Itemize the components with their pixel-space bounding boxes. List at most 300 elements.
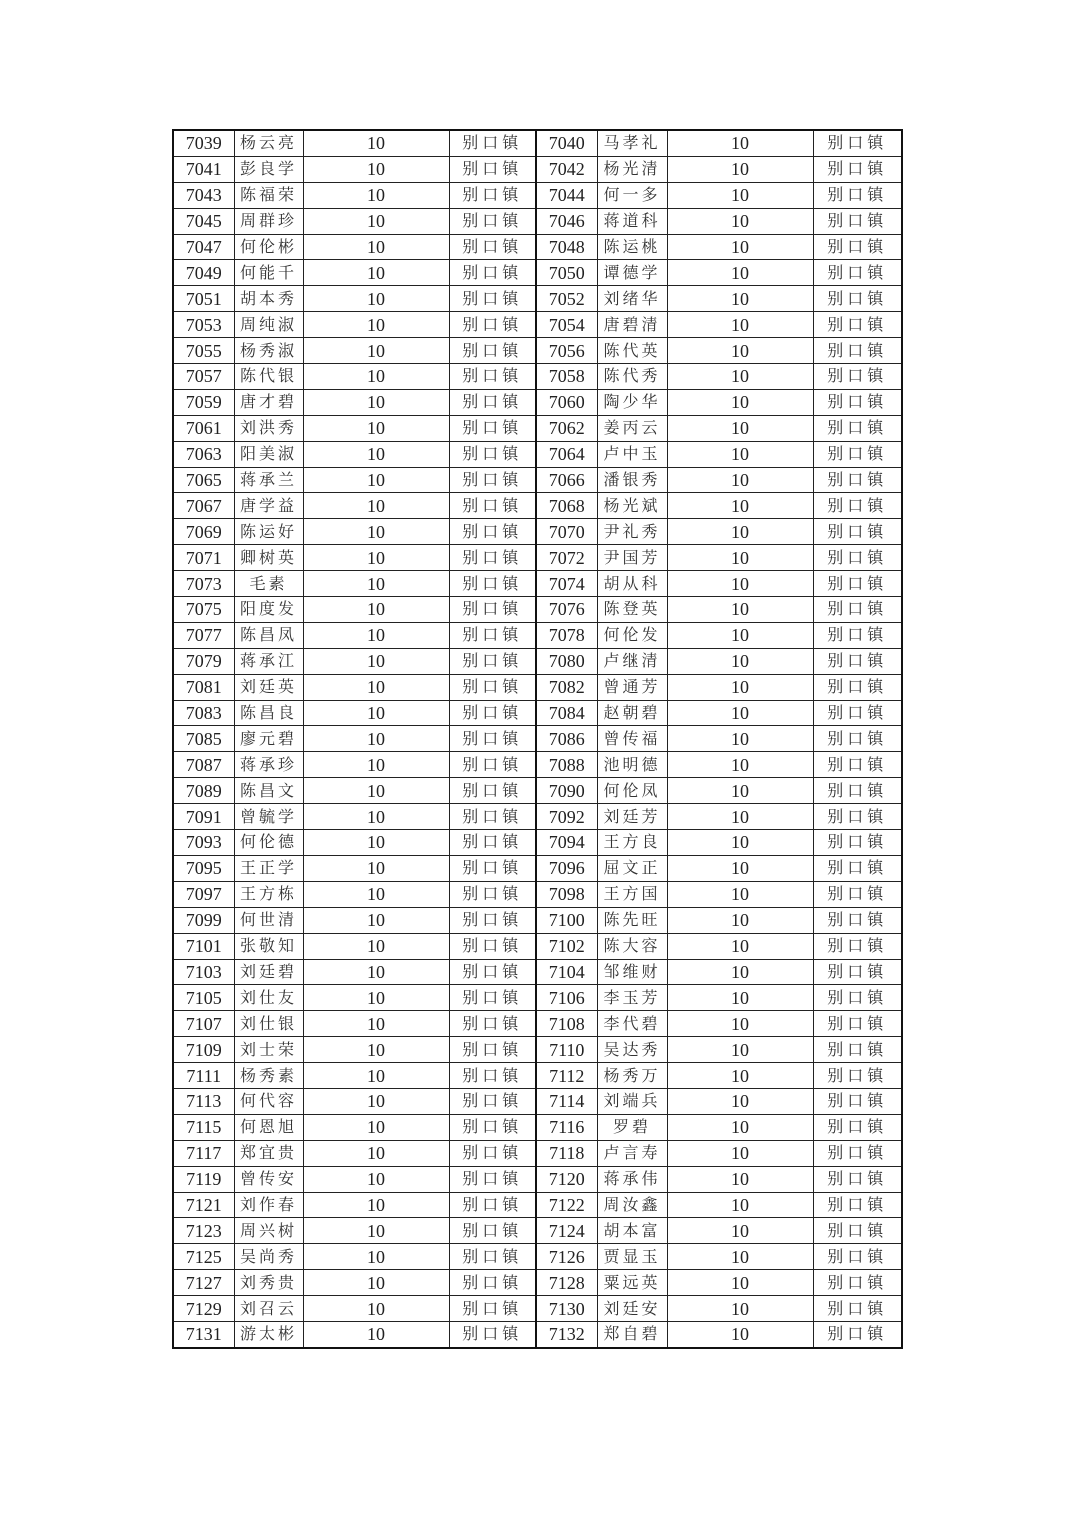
left-record-number-cell: 7069: [173, 519, 234, 545]
left-record-number-cell: 7055: [173, 338, 234, 364]
left-town-name-cell: 别口镇: [449, 1192, 536, 1218]
right-person-name-cell: 李玉芳: [597, 985, 667, 1011]
right-record-number-cell: 7080: [536, 648, 597, 674]
right-town-name-cell: 别口镇: [813, 208, 902, 234]
left-record-number-cell: 7063: [173, 441, 234, 467]
right-town-name-cell: 别口镇: [813, 441, 902, 467]
left-person-name-cell: 何能千: [234, 260, 303, 286]
left-record-number-cell: 7059: [173, 389, 234, 415]
left-person-name-cell: 刘仕银: [234, 1011, 303, 1037]
left-town-name-cell: 别口镇: [449, 338, 536, 364]
left-person-name-cell: 刘仕友: [234, 985, 303, 1011]
table-row: [173, 1011, 902, 1037]
left-amount-value-cell: 10: [303, 1166, 449, 1192]
right-town-name-cell: 别口镇: [813, 804, 902, 830]
left-person-name-cell: 刘士荣: [234, 1037, 303, 1063]
right-town-name-cell: 别口镇: [813, 338, 902, 364]
left-person-name-cell: 蒋承兰: [234, 467, 303, 493]
right-town-name-cell: 别口镇: [813, 1192, 902, 1218]
left-town-name-cell: 别口镇: [449, 855, 536, 881]
table-row: [173, 597, 902, 623]
left-person-name-cell: 王方栋: [234, 881, 303, 907]
left-town-name-cell: 别口镇: [449, 1218, 536, 1244]
left-person-name-cell: 何代容: [234, 1088, 303, 1114]
right-record-number-cell: 7086: [536, 726, 597, 752]
right-person-name-cell: 卢继清: [597, 648, 667, 674]
left-record-number-cell: 7087: [173, 752, 234, 778]
right-person-name-cell: 陈先旺: [597, 907, 667, 933]
right-person-name-cell: 何一多: [597, 182, 667, 208]
right-person-name-cell: 蒋承伟: [597, 1166, 667, 1192]
table-row: [173, 234, 902, 260]
right-amount-value-cell: 10: [667, 1011, 813, 1037]
left-record-number-cell: 7045: [173, 208, 234, 234]
left-person-name-cell: 张敬知: [234, 933, 303, 959]
right-town-name-cell: 别口镇: [813, 959, 902, 985]
table-row: [173, 700, 902, 726]
table-row: [173, 1321, 902, 1347]
right-person-name-cell: 杨秀万: [597, 1063, 667, 1089]
right-person-name-cell: 陈运桃: [597, 234, 667, 260]
left-person-name-cell: 廖元碧: [234, 726, 303, 752]
left-person-name-cell: 阳美淑: [234, 441, 303, 467]
right-person-name-cell: 杨光清: [597, 156, 667, 182]
table-row: [173, 519, 902, 545]
right-amount-value-cell: 10: [667, 1321, 813, 1347]
right-person-name-cell: 尹礼秀: [597, 519, 667, 545]
left-amount-value-cell: 10: [303, 648, 449, 674]
right-town-name-cell: 别口镇: [813, 1270, 902, 1296]
left-town-name-cell: 别口镇: [449, 648, 536, 674]
right-amount-value-cell: 10: [667, 855, 813, 881]
left-record-number-cell: 7085: [173, 726, 234, 752]
right-record-number-cell: 7062: [536, 415, 597, 441]
left-town-name-cell: 别口镇: [449, 441, 536, 467]
left-record-number-cell: 7109: [173, 1037, 234, 1063]
left-record-number-cell: 7065: [173, 467, 234, 493]
left-town-name-cell: 别口镇: [449, 182, 536, 208]
left-amount-value-cell: 10: [303, 700, 449, 726]
table-row: [173, 338, 902, 364]
right-town-name-cell: 别口镇: [813, 1140, 902, 1166]
right-record-number-cell: 7090: [536, 778, 597, 804]
left-amount-value-cell: 10: [303, 208, 449, 234]
right-record-number-cell: 7128: [536, 1270, 597, 1296]
table-row: [173, 1037, 902, 1063]
table-row: [173, 933, 902, 959]
right-amount-value-cell: 10: [667, 881, 813, 907]
left-amount-value-cell: 10: [303, 830, 449, 856]
table-row: [173, 545, 902, 571]
right-amount-value-cell: 10: [667, 597, 813, 623]
right-person-name-cell: 屈文正: [597, 855, 667, 881]
left-person-name-cell: 唐才碧: [234, 389, 303, 415]
right-person-name-cell: 赵朝碧: [597, 700, 667, 726]
right-amount-value-cell: 10: [667, 1037, 813, 1063]
roster-table-body: [173, 130, 902, 1348]
right-person-name-cell: 曾通芳: [597, 674, 667, 700]
left-record-number-cell: 7091: [173, 804, 234, 830]
right-record-number-cell: 7130: [536, 1296, 597, 1322]
left-amount-value-cell: 10: [303, 571, 449, 597]
left-town-name-cell: 别口镇: [449, 1140, 536, 1166]
right-record-number-cell: 7076: [536, 597, 597, 623]
left-amount-value-cell: 10: [303, 752, 449, 778]
left-town-name-cell: 别口镇: [449, 130, 536, 156]
left-record-number-cell: 7097: [173, 881, 234, 907]
left-amount-value-cell: 10: [303, 545, 449, 571]
right-town-name-cell: 别口镇: [813, 545, 902, 571]
table-row: [173, 804, 902, 830]
left-amount-value-cell: 10: [303, 1244, 449, 1270]
right-record-number-cell: 7056: [536, 338, 597, 364]
left-town-name-cell: 别口镇: [449, 1063, 536, 1089]
left-amount-value-cell: 10: [303, 1114, 449, 1140]
left-record-number-cell: 7103: [173, 959, 234, 985]
left-record-number-cell: 7113: [173, 1088, 234, 1114]
right-amount-value-cell: 10: [667, 130, 813, 156]
table-row: [173, 778, 902, 804]
left-record-number-cell: 7043: [173, 182, 234, 208]
left-amount-value-cell: 10: [303, 415, 449, 441]
left-record-number-cell: 7089: [173, 778, 234, 804]
left-town-name-cell: 别口镇: [449, 1011, 536, 1037]
right-amount-value-cell: 10: [667, 1296, 813, 1322]
table-row: [173, 571, 902, 597]
left-person-name-cell: 杨云亮: [234, 130, 303, 156]
left-record-number-cell: 7051: [173, 286, 234, 312]
right-person-name-cell: 王方国: [597, 881, 667, 907]
right-amount-value-cell: 10: [667, 182, 813, 208]
table-row: [173, 1270, 902, 1296]
right-record-number-cell: 7120: [536, 1166, 597, 1192]
right-amount-value-cell: 10: [667, 726, 813, 752]
left-record-number-cell: 7093: [173, 830, 234, 856]
right-record-number-cell: 7042: [536, 156, 597, 182]
right-town-name-cell: 别口镇: [813, 674, 902, 700]
table-row: [173, 1140, 902, 1166]
table-row: [173, 622, 902, 648]
right-town-name-cell: 别口镇: [813, 907, 902, 933]
right-person-name-cell: 蒋道科: [597, 208, 667, 234]
left-person-name-cell: 游太彬: [234, 1321, 303, 1347]
left-amount-value-cell: 10: [303, 1140, 449, 1166]
right-town-name-cell: 别口镇: [813, 286, 902, 312]
left-record-number-cell: 7107: [173, 1011, 234, 1037]
right-person-name-cell: 唐碧清: [597, 312, 667, 338]
right-amount-value-cell: 10: [667, 338, 813, 364]
left-record-number-cell: 7123: [173, 1218, 234, 1244]
right-person-name-cell: 刘绪华: [597, 286, 667, 312]
table-row: [173, 208, 902, 234]
table-row: [173, 1114, 902, 1140]
left-person-name-cell: 王正学: [234, 855, 303, 881]
right-person-name-cell: 粟远英: [597, 1270, 667, 1296]
right-town-name-cell: 别口镇: [813, 597, 902, 623]
left-town-name-cell: 别口镇: [449, 1166, 536, 1192]
left-record-number-cell: 7119: [173, 1166, 234, 1192]
right-amount-value-cell: 10: [667, 674, 813, 700]
right-person-name-cell: 尹国芳: [597, 545, 667, 571]
left-amount-value-cell: 10: [303, 1270, 449, 1296]
left-record-number-cell: 7075: [173, 597, 234, 623]
right-amount-value-cell: 10: [667, 985, 813, 1011]
left-amount-value-cell: 10: [303, 493, 449, 519]
right-amount-value-cell: 10: [667, 208, 813, 234]
left-town-name-cell: 别口镇: [449, 985, 536, 1011]
left-amount-value-cell: 10: [303, 622, 449, 648]
left-town-name-cell: 别口镇: [449, 597, 536, 623]
table-row: [173, 441, 902, 467]
right-town-name-cell: 别口镇: [813, 752, 902, 778]
left-town-name-cell: 别口镇: [449, 260, 536, 286]
left-town-name-cell: 别口镇: [449, 1270, 536, 1296]
right-amount-value-cell: 10: [667, 286, 813, 312]
left-record-number-cell: 7053: [173, 312, 234, 338]
right-town-name-cell: 别口镇: [813, 1037, 902, 1063]
right-person-name-cell: 罗碧: [597, 1114, 667, 1140]
left-amount-value-cell: 10: [303, 881, 449, 907]
left-record-number-cell: 7117: [173, 1140, 234, 1166]
right-record-number-cell: 7114: [536, 1088, 597, 1114]
left-amount-value-cell: 10: [303, 855, 449, 881]
left-record-number-cell: 7041: [173, 156, 234, 182]
right-person-name-cell: 刘端兵: [597, 1088, 667, 1114]
left-town-name-cell: 别口镇: [449, 752, 536, 778]
table-row: [173, 1244, 902, 1270]
right-amount-value-cell: 10: [667, 1088, 813, 1114]
right-person-name-cell: 潘银秀: [597, 467, 667, 493]
left-person-name-cell: 陈昌文: [234, 778, 303, 804]
right-town-name-cell: 别口镇: [813, 1114, 902, 1140]
table-row: [173, 855, 902, 881]
right-record-number-cell: 7058: [536, 364, 597, 390]
right-person-name-cell: 谭德学: [597, 260, 667, 286]
left-amount-value-cell: 10: [303, 441, 449, 467]
left-amount-value-cell: 10: [303, 933, 449, 959]
left-person-name-cell: 刘廷碧: [234, 959, 303, 985]
right-record-number-cell: 7078: [536, 622, 597, 648]
right-amount-value-cell: 10: [667, 959, 813, 985]
right-record-number-cell: 7088: [536, 752, 597, 778]
left-person-name-cell: 陈代银: [234, 364, 303, 390]
right-town-name-cell: 别口镇: [813, 700, 902, 726]
right-amount-value-cell: 10: [667, 1063, 813, 1089]
right-town-name-cell: 别口镇: [813, 467, 902, 493]
left-person-name-cell: 彭良学: [234, 156, 303, 182]
left-town-name-cell: 别口镇: [449, 415, 536, 441]
right-town-name-cell: 别口镇: [813, 1296, 902, 1322]
left-record-number-cell: 7039: [173, 130, 234, 156]
table-row: [173, 985, 902, 1011]
table-row: [173, 830, 902, 856]
left-town-name-cell: 别口镇: [449, 907, 536, 933]
left-record-number-cell: 7127: [173, 1270, 234, 1296]
right-amount-value-cell: 10: [667, 519, 813, 545]
right-amount-value-cell: 10: [667, 752, 813, 778]
right-amount-value-cell: 10: [667, 571, 813, 597]
right-record-number-cell: 7122: [536, 1192, 597, 1218]
right-town-name-cell: 别口镇: [813, 182, 902, 208]
left-record-number-cell: 7061: [173, 415, 234, 441]
table-row: [173, 1166, 902, 1192]
table-row: [173, 1218, 902, 1244]
left-amount-value-cell: 10: [303, 467, 449, 493]
left-person-name-cell: 刘作春: [234, 1192, 303, 1218]
right-person-name-cell: 杨光斌: [597, 493, 667, 519]
left-town-name-cell: 别口镇: [449, 364, 536, 390]
left-town-name-cell: 别口镇: [449, 933, 536, 959]
left-person-name-cell: 何恩旭: [234, 1114, 303, 1140]
right-person-name-cell: 邹维财: [597, 959, 667, 985]
left-amount-value-cell: 10: [303, 1321, 449, 1347]
left-person-name-cell: 刘秀贵: [234, 1270, 303, 1296]
right-amount-value-cell: 10: [667, 156, 813, 182]
left-amount-value-cell: 10: [303, 597, 449, 623]
right-amount-value-cell: 10: [667, 312, 813, 338]
left-amount-value-cell: 10: [303, 1037, 449, 1063]
left-town-name-cell: 别口镇: [449, 830, 536, 856]
right-person-name-cell: 陈大容: [597, 933, 667, 959]
table-row: [173, 415, 902, 441]
right-record-number-cell: 7074: [536, 571, 597, 597]
left-town-name-cell: 别口镇: [449, 1244, 536, 1270]
right-amount-value-cell: 10: [667, 545, 813, 571]
left-person-name-cell: 卿树英: [234, 545, 303, 571]
left-amount-value-cell: 10: [303, 182, 449, 208]
table-row: [173, 156, 902, 182]
left-amount-value-cell: 10: [303, 130, 449, 156]
right-person-name-cell: 陈登英: [597, 597, 667, 623]
left-record-number-cell: 7049: [173, 260, 234, 286]
left-person-name-cell: 刘廷英: [234, 674, 303, 700]
right-amount-value-cell: 10: [667, 234, 813, 260]
right-record-number-cell: 7100: [536, 907, 597, 933]
left-record-number-cell: 7105: [173, 985, 234, 1011]
right-record-number-cell: 7098: [536, 881, 597, 907]
right-town-name-cell: 别口镇: [813, 1088, 902, 1114]
left-amount-value-cell: 10: [303, 1063, 449, 1089]
left-record-number-cell: 7095: [173, 855, 234, 881]
right-record-number-cell: 7048: [536, 234, 597, 260]
table-row: [173, 260, 902, 286]
table-row: [173, 493, 902, 519]
left-person-name-cell: 周纯淑: [234, 312, 303, 338]
right-record-number-cell: 7066: [536, 467, 597, 493]
right-record-number-cell: 7082: [536, 674, 597, 700]
right-town-name-cell: 别口镇: [813, 519, 902, 545]
right-town-name-cell: 别口镇: [813, 260, 902, 286]
right-amount-value-cell: 10: [667, 804, 813, 830]
left-record-number-cell: 7129: [173, 1296, 234, 1322]
left-person-name-cell: 刘洪秀: [234, 415, 303, 441]
left-town-name-cell: 别口镇: [449, 674, 536, 700]
right-record-number-cell: 7060: [536, 389, 597, 415]
left-town-name-cell: 别口镇: [449, 545, 536, 571]
right-amount-value-cell: 10: [667, 700, 813, 726]
right-record-number-cell: 7070: [536, 519, 597, 545]
right-record-number-cell: 7092: [536, 804, 597, 830]
left-record-number-cell: 7101: [173, 933, 234, 959]
table-row: [173, 364, 902, 390]
right-town-name-cell: 别口镇: [813, 985, 902, 1011]
left-town-name-cell: 别口镇: [449, 700, 536, 726]
right-record-number-cell: 7064: [536, 441, 597, 467]
left-person-name-cell: 何伦彬: [234, 234, 303, 260]
left-person-name-cell: 陈昌良: [234, 700, 303, 726]
right-person-name-cell: 陈代英: [597, 338, 667, 364]
right-record-number-cell: 7132: [536, 1321, 597, 1347]
table-row: [173, 648, 902, 674]
left-person-name-cell: 蒋承江: [234, 648, 303, 674]
right-amount-value-cell: 10: [667, 467, 813, 493]
right-record-number-cell: 7094: [536, 830, 597, 856]
right-amount-value-cell: 10: [667, 364, 813, 390]
right-record-number-cell: 7106: [536, 985, 597, 1011]
table-row: [173, 881, 902, 907]
right-town-name-cell: 别口镇: [813, 1011, 902, 1037]
right-town-name-cell: 别口镇: [813, 389, 902, 415]
left-town-name-cell: 别口镇: [449, 312, 536, 338]
right-person-name-cell: 周汝鑫: [597, 1192, 667, 1218]
left-town-name-cell: 别口镇: [449, 1321, 536, 1347]
left-town-name-cell: 别口镇: [449, 881, 536, 907]
right-town-name-cell: 别口镇: [813, 881, 902, 907]
right-town-name-cell: 别口镇: [813, 312, 902, 338]
left-amount-value-cell: 10: [303, 260, 449, 286]
left-amount-value-cell: 10: [303, 985, 449, 1011]
left-person-name-cell: 胡本秀: [234, 286, 303, 312]
right-amount-value-cell: 10: [667, 1140, 813, 1166]
table-row: [173, 959, 902, 985]
right-record-number-cell: 7110: [536, 1037, 597, 1063]
table-row: [173, 1296, 902, 1322]
left-person-name-cell: 杨秀素: [234, 1063, 303, 1089]
right-record-number-cell: 7108: [536, 1011, 597, 1037]
right-town-name-cell: 别口镇: [813, 234, 902, 260]
left-person-name-cell: 郑宜贵: [234, 1140, 303, 1166]
right-record-number-cell: 7054: [536, 312, 597, 338]
left-town-name-cell: 别口镇: [449, 467, 536, 493]
left-record-number-cell: 7079: [173, 648, 234, 674]
right-amount-value-cell: 10: [667, 830, 813, 856]
right-person-name-cell: 刘廷芳: [597, 804, 667, 830]
left-amount-value-cell: 10: [303, 674, 449, 700]
left-amount-value-cell: 10: [303, 234, 449, 260]
right-person-name-cell: 何伦凤: [597, 778, 667, 804]
left-amount-value-cell: 10: [303, 1088, 449, 1114]
left-amount-value-cell: 10: [303, 1011, 449, 1037]
right-person-name-cell: 王方良: [597, 830, 667, 856]
table-row: [173, 312, 902, 338]
left-amount-value-cell: 10: [303, 907, 449, 933]
left-record-number-cell: 7067: [173, 493, 234, 519]
left-amount-value-cell: 10: [303, 519, 449, 545]
right-amount-value-cell: 10: [667, 1270, 813, 1296]
table-row: [173, 286, 902, 312]
table-row: [173, 674, 902, 700]
left-person-name-cell: 周兴树: [234, 1218, 303, 1244]
right-amount-value-cell: 10: [667, 1192, 813, 1218]
left-record-number-cell: 7111: [173, 1063, 234, 1089]
table-row: [173, 182, 902, 208]
left-amount-value-cell: 10: [303, 389, 449, 415]
right-amount-value-cell: 10: [667, 260, 813, 286]
left-person-name-cell: 毛素: [234, 571, 303, 597]
right-amount-value-cell: 10: [667, 622, 813, 648]
left-person-name-cell: 何伦德: [234, 830, 303, 856]
table-row: [173, 1088, 902, 1114]
